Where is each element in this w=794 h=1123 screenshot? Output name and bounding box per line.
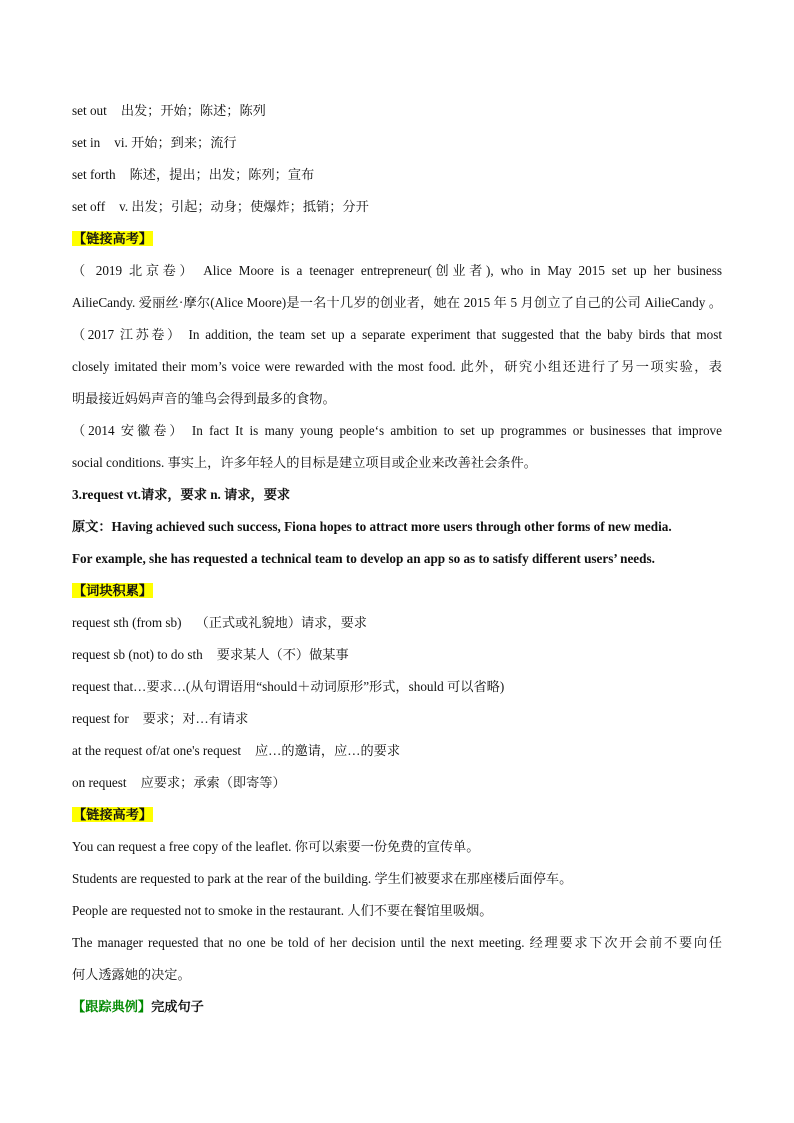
footer-text: 完成句子: [151, 999, 204, 1014]
phrase-meaning: 应…的邀请，应…的要求: [255, 743, 401, 758]
original-text-line: For example, she has requested a technical team to develop an app so as to satisfy different users’ needs.: [72, 551, 655, 566]
phrase: on request: [72, 775, 127, 790]
phrase: at the request of/at one's request: [72, 743, 241, 758]
phrase-meaning: （正式或礼貌地）请求，要求: [195, 615, 367, 630]
request-phrase-row: [72, 610, 722, 642]
phrase: request sb (not) to do sth: [72, 647, 203, 662]
phrase-meaning: 要求某人（不）做某事: [216, 647, 349, 662]
paragraph-line: （ 2019 北京卷） Alice Moore is a teenager entrepreneur(创业者), who in May 2015 set up her business: [72, 263, 722, 278]
phrase-meaning: v. 出发；引起；动身；使爆炸；抵销；分开: [119, 199, 369, 214]
request-phrase-row: [72, 738, 722, 770]
footer-tag: 【跟踪典例】: [72, 999, 152, 1014]
paragraph-line: 明最接近妈妈声音的雏鸟会得到最多的食物。: [72, 391, 336, 406]
phrase: request that…要求…(从句谓语用“should＋动词原形”形式，should 可以省略): [72, 679, 505, 694]
request-phrase-row: [72, 706, 722, 738]
example-line: People are requested not to smoke in the restaurant. 人们不要在餐馆里吸烟。: [72, 903, 493, 918]
section-tag: 【链接高考】: [73, 807, 153, 822]
original-text-line: 原文：Having achieved such success, Fiona hopes to attract more users through other forms of new media.: [72, 519, 672, 534]
set-phrase-row: [72, 130, 722, 162]
phrase: request sth (from sb): [72, 615, 182, 630]
set-phrase-row: [72, 194, 722, 226]
set-phrase-row: [72, 162, 722, 194]
phrase-meaning: 应要求；承索（即寄等）: [140, 775, 286, 790]
set-phrase-row: [72, 98, 722, 130]
paragraph-line: AilieCandy. 爱丽丝·摩尔(Alice Moore)是一名十几岁的创业者，她在 2015 年 5 月创立了自己的公司 AilieCandy 。: [72, 295, 722, 310]
paragraph-line: （2017 江苏卷） In addition, the team set up a separate experiment that suggested that the baby birds that most: [72, 327, 722, 342]
request-phrase-row: [72, 642, 722, 674]
section-heading: [72, 226, 722, 258]
section-tag: 【链接高考】: [73, 231, 153, 246]
example-line: Students are requested to park at the rear of the building. 学生们被要求在那座楼后面停车。: [72, 871, 573, 886]
paragraph-line: social conditions. 事实上，许多年轻人的目标是建立项目或企业来改善社会条件。: [72, 455, 537, 470]
word-heading: 3.request vt.请求，要求 n. 请求，要求: [72, 487, 291, 502]
section-tag: 【词块积累】: [73, 583, 153, 598]
phrase: set in: [72, 135, 101, 150]
phrase: set off: [72, 199, 106, 214]
paragraph-line: closely imitated their mom’s voice were rewarded with the most food. 此外，研究小组还进行了另一项实验，表: [72, 359, 722, 374]
section-heading: [72, 802, 722, 834]
footer-heading: [72, 994, 722, 1026]
phrase: request for: [72, 711, 129, 726]
phrase-meaning: vi. 开始；到来；流行: [114, 135, 237, 150]
request-phrase-row: [72, 674, 722, 706]
example-line: 何人透露她的决定。: [72, 967, 191, 982]
phrase: set forth: [72, 167, 116, 182]
phrase-meaning: 要求；对…有请求: [142, 711, 249, 726]
example-line: You can request a free copy of the leaflet. 你可以索要一份免费的宣传单。: [72, 839, 480, 854]
paragraph-line: （2014 安徽卷） In fact It is many young people‘s ambition to set up programmes or businesses that improve: [72, 423, 722, 438]
example-line: The manager requested that no one be told of her decision until the next meeting. 经理要求下次开会前不要向任: [72, 935, 722, 950]
phrase-meaning: 陈述，提出；出发；陈列；宣布: [129, 167, 315, 182]
request-phrase-row: [72, 770, 722, 802]
document-page: [72, 98, 722, 1026]
phrase-meaning: 出发；开始；陈述；陈列: [120, 103, 266, 118]
section-heading: [72, 578, 722, 610]
phrase: set out: [72, 103, 107, 118]
